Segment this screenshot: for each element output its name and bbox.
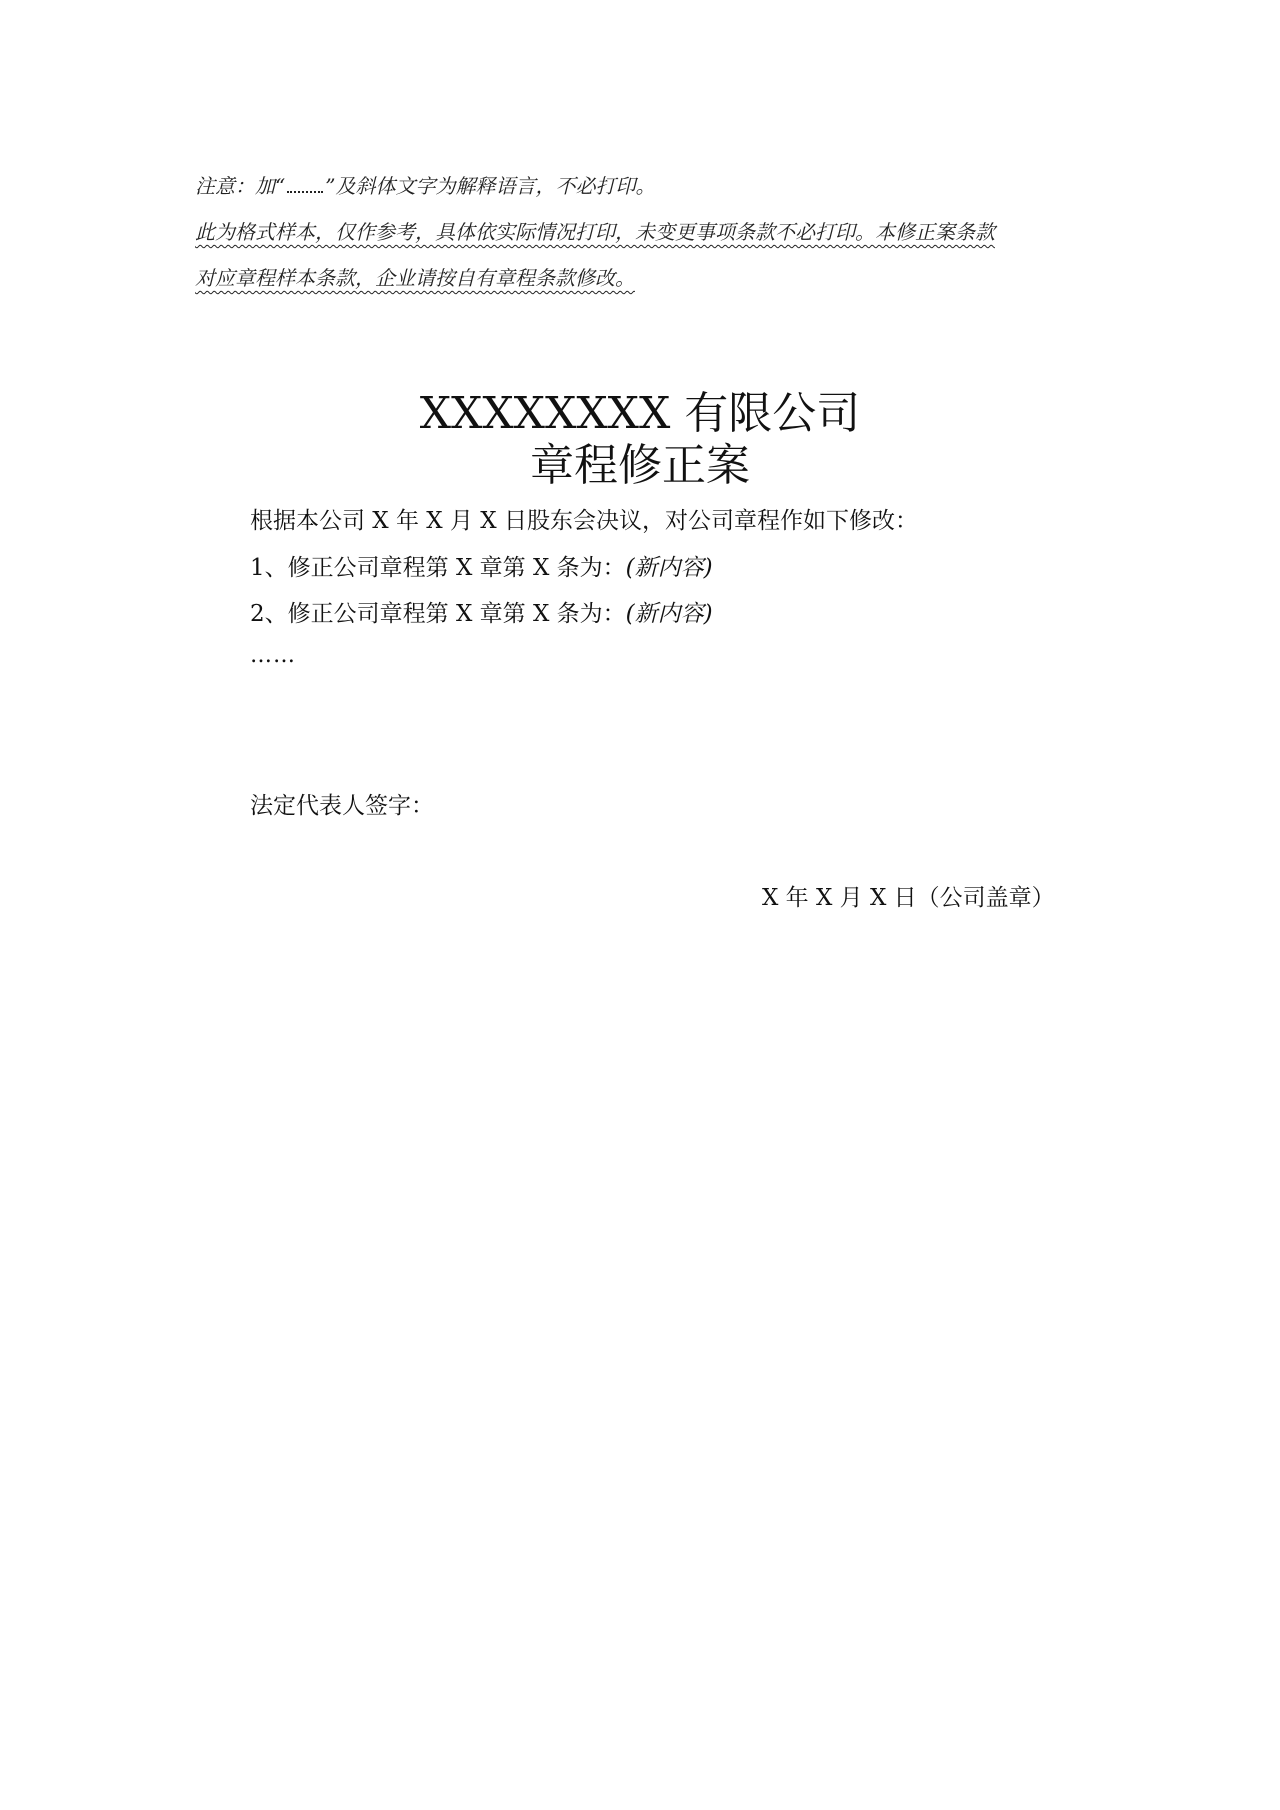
document-title: 章程修正案 [530,440,750,491]
notice-line-1 [195,172,655,200]
continuation-ellipsis: …… [250,643,296,668]
notice-line-1-prefix: 注意：加“ [195,174,286,198]
amendment-item-1-note: (新内容) [625,555,713,581]
wavy-underline-sample [287,177,323,193]
notice-line-3: 对应章程样本条款，企业请按自有章程条款修改。 [195,266,635,290]
amendment-item-2-note: (新内容) [625,601,713,627]
resolution-intro: 根据本公司 X 年 X 月 X 日股东会决议，对公司章程作如下修改： [250,508,918,534]
company-name: XXXXXXXX 有限公司 [419,388,861,439]
date-stamp-line: X 年 X 月 X 日（公司盖章） [762,885,1055,911]
amendment-item-1-text: 1、修正公司章程第 X 章第 X 条为： [250,555,626,581]
amendment-item-1 [250,552,713,584]
amendment-item-2 [250,598,713,630]
notice-line-1-suffix: ”及斜体文字为解释语言，不必打印。 [325,174,656,198]
notice-line-2: 此为格式样本，仅作参考，具体依实际情况打印，未变更事项条款不必打印。本修正案条款 [195,220,995,244]
amendment-item-2-text: 2、修正公司章程第 X 章第 X 条为： [250,601,626,627]
signature-label: 法定代表人签字： [250,793,434,819]
